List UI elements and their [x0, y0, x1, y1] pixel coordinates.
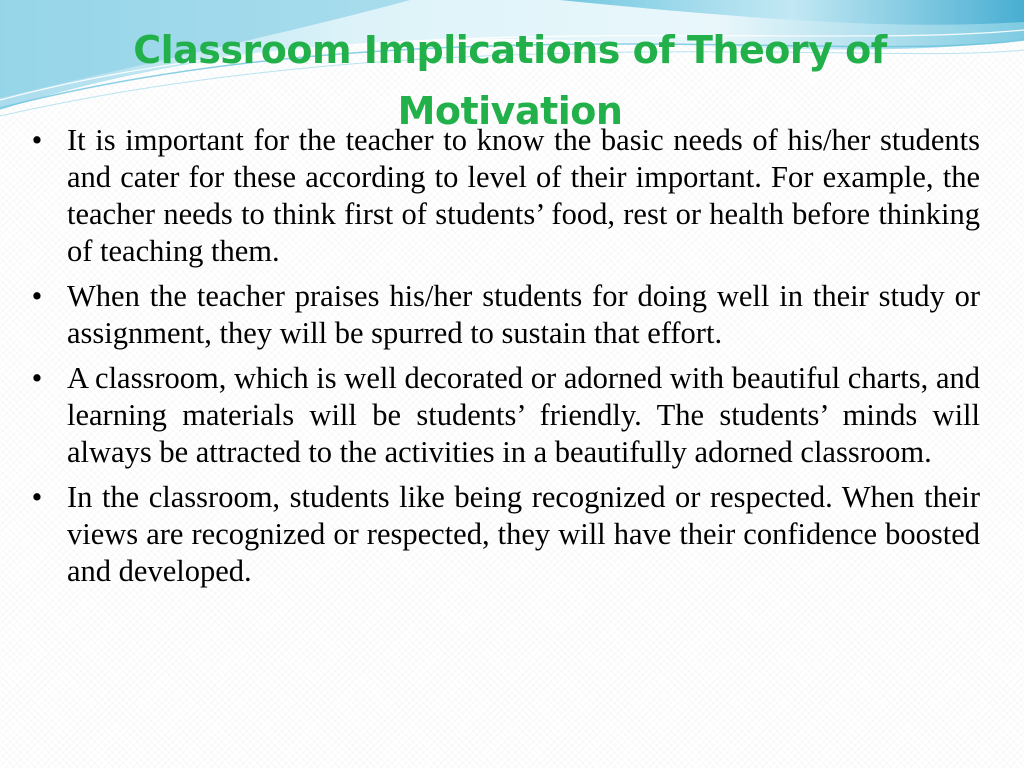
bullet-item: [30, 122, 980, 270]
bullet-icon: •: [31, 480, 43, 514]
slide-title: Classroom Implications of Theory of Motivation: [133, 28, 887, 133]
bullet-text: It is important for the teacher to know the basic needs of his/her students and cater for these according to level of their important. For example, the teacher needs to think first of students’ food, rest or health before thinking of teaching them.: [67, 123, 980, 268]
bullet-text: In the classroom, students like being recognized or respected. When their views are recognized or respected, they will have their confidence boosted and developed.: [67, 480, 980, 588]
bullet-item: [30, 479, 980, 590]
bullet-text: When the teacher praises his/her students for doing well in their study or assignment, they will be spurred to sustain that effort.: [67, 279, 980, 350]
bullet-item: [30, 360, 980, 471]
bullet-icon: •: [31, 123, 43, 157]
bullet-icon: •: [31, 279, 43, 313]
bullet-list: [30, 122, 980, 598]
bullet-icon: •: [31, 361, 43, 395]
bullet-text: A classroom, which is well decorated or adorned with beautiful charts, and learning materials will be students’ friendly. The students’ minds will always be attracted to the activities in a beautifully adorned classroom.: [67, 361, 980, 469]
bullet-item: [30, 278, 980, 352]
